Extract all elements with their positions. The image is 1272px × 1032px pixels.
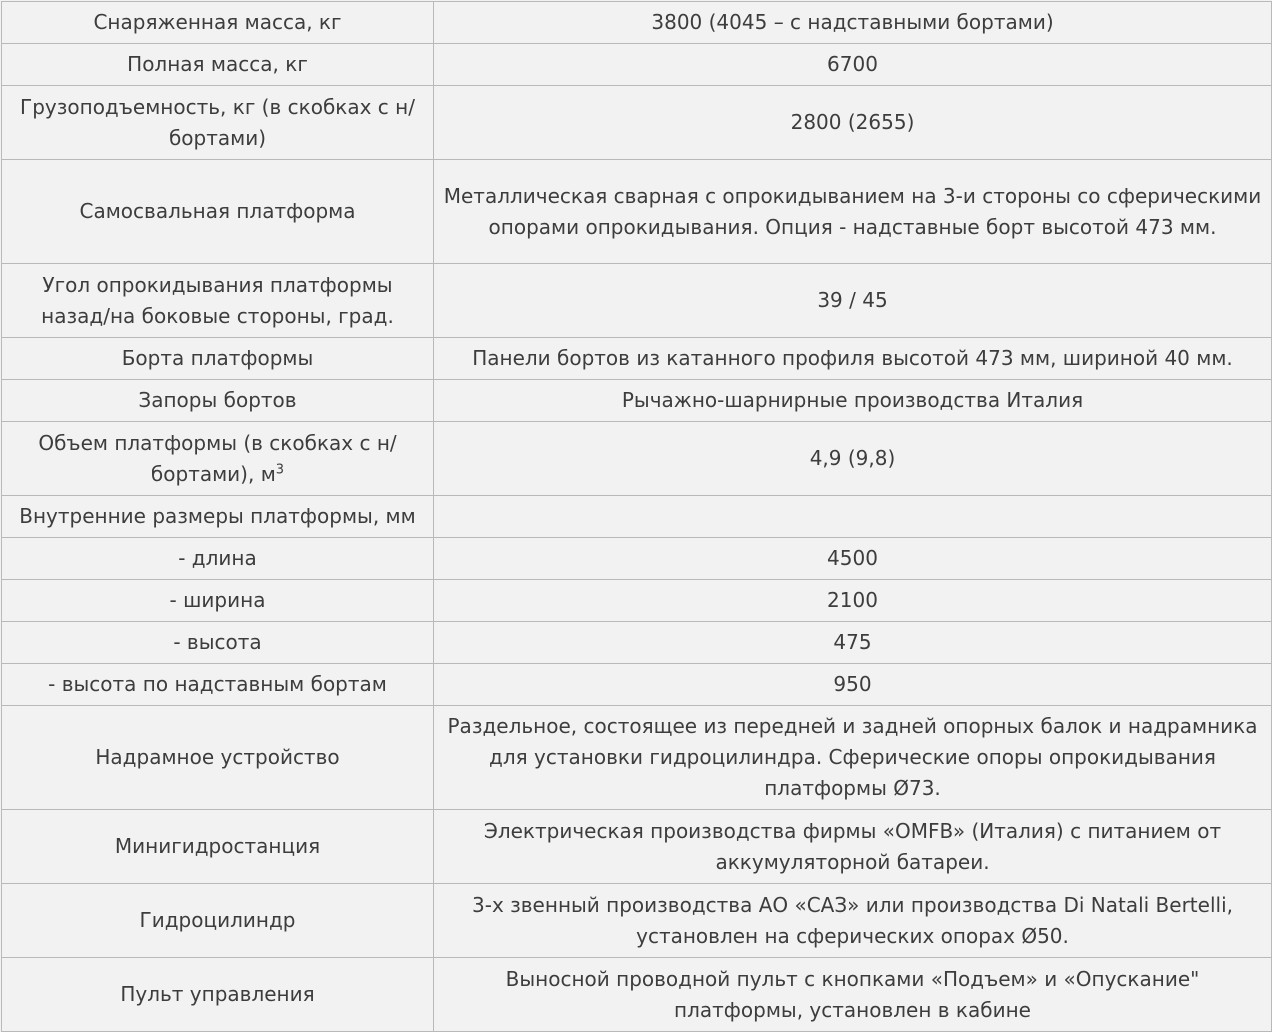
param-cell: - длина (2, 538, 434, 580)
table-row (2, 338, 1272, 380)
value-cell: 6700 (434, 44, 1272, 86)
value-cell: 2100 (434, 580, 1272, 622)
param-cell: Минигидростанция (2, 810, 434, 884)
table-row (2, 580, 1272, 622)
param-text: Объем платформы (в скобках с н/бортами), м (38, 430, 397, 486)
value-cell: 4500 (434, 538, 1272, 580)
value-cell: Рычажно-шарнирные производства Италия (434, 380, 1272, 422)
table-row (2, 422, 1272, 496)
param-cell: Снаряженная масса, кг (2, 2, 434, 44)
param-cell: Внутренние размеры платформы, мм (2, 496, 434, 538)
param-cell: Пульт управления (2, 958, 434, 1032)
table-row (2, 810, 1272, 884)
table-row (2, 44, 1272, 86)
param-cell: Грузоподъемность, кг (в скобках с н/бортами) (2, 86, 434, 160)
table-row (2, 538, 1272, 580)
value-cell: 3-х звенный производства АО «САЗ» или производства Di Natali Bertelli, установлен на сферических опорах Ø50. (434, 884, 1272, 958)
value-cell: Электрическая производства фирмы «OMFB» (Италия) с питанием от аккумуляторной батареи. (434, 810, 1272, 884)
param-cell: - ширина (2, 580, 434, 622)
param-cell: Самосвальная платформа (2, 160, 434, 264)
param-cell: Надрамное устройство (2, 706, 434, 810)
param-cell: Угол опрокидывания платформы назад/на боковые стороны, град. (2, 264, 434, 338)
param-cell: Запоры бортов (2, 380, 434, 422)
value-cell: Раздельное, состоящее из передней и задней опорных балок и надрамника для установки гидроцилиндра. Сферические опоры опрокидывания платформы Ø73. (434, 706, 1272, 810)
value-cell: 4,9 (9,8) (434, 422, 1272, 496)
specs-table (1, 1, 1272, 1032)
superscript-3: 3 (275, 461, 285, 477)
param-cell: - высота по надставным бортам (2, 664, 434, 706)
table-row (2, 264, 1272, 338)
table-row (2, 958, 1272, 1032)
value-cell: 950 (434, 664, 1272, 706)
table-row (2, 2, 1272, 44)
value-cell (434, 496, 1272, 538)
table-row (2, 160, 1272, 264)
value-cell: 3800 (4045 – с надставными бортами) (434, 2, 1272, 44)
table-row (2, 622, 1272, 664)
specs-table-body (2, 2, 1272, 1032)
table-row (2, 664, 1272, 706)
param-cell: Гидроцилиндр (2, 884, 434, 958)
value-cell: 475 (434, 622, 1272, 664)
table-row (2, 86, 1272, 160)
table-row (2, 496, 1272, 538)
table-row (2, 884, 1272, 958)
value-cell: Металлическая сварная с опрокидыванием на 3-и стороны со сферическими опорами опрокидывания. Опция - надставные борт высотой 473 мм. (434, 160, 1272, 264)
table-row (2, 706, 1272, 810)
value-cell: 39 / 45 (434, 264, 1272, 338)
param-cell: Борта платформы (2, 338, 434, 380)
param-cell: - высота (2, 622, 434, 664)
param-cell: Полная масса, кг (2, 44, 434, 86)
value-cell: Выносной проводной пульт с кнопками «Подъем» и «Опускание" платформы, установлен в кабине (434, 958, 1272, 1032)
value-cell: 2800 (2655) (434, 86, 1272, 160)
table-row (2, 380, 1272, 422)
param-cell (2, 422, 434, 496)
value-cell: Панели бортов из катанного профиля высотой 473 мм, шириной 40 мм. (434, 338, 1272, 380)
